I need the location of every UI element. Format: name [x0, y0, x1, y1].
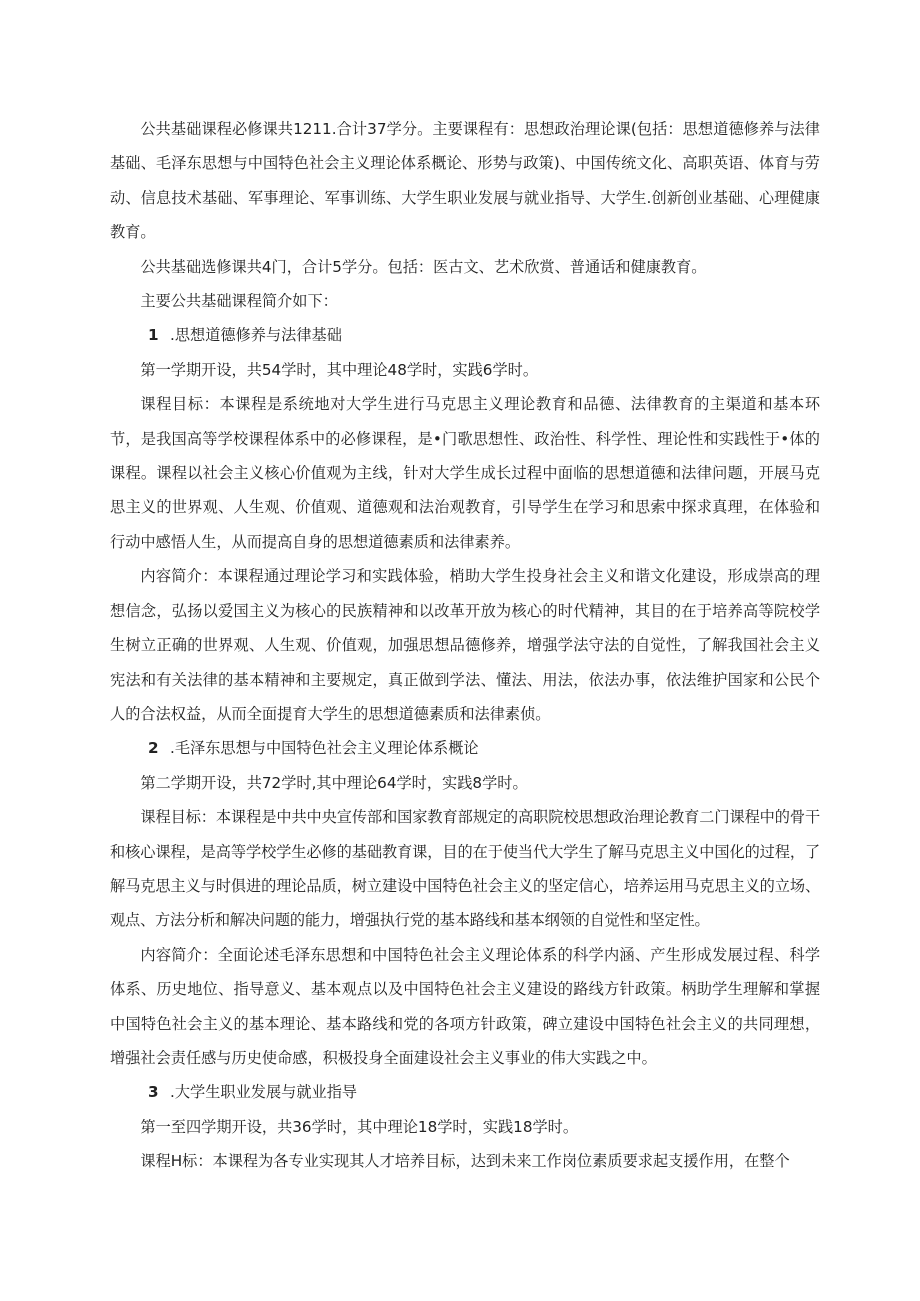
course-heading	[110, 1075, 820, 1109]
intro-paragraph: 主要公共基础课程简介如下：	[140, 292, 338, 311]
course-section-3	[110, 1075, 820, 1178]
course-goal: 课程H标：本课程为各专业实现其人才培养目标，达到未来工作岗位素质要求起支援作用，在整个	[140, 1152, 790, 1171]
course-hours: 第一至四学期开设，共36学时，其中理论18学时，实践18学时。	[140, 1117, 579, 1136]
course-number: 2	[148, 739, 159, 758]
course-heading	[110, 318, 820, 352]
course-section-1	[110, 318, 820, 731]
course-title: .大学生职业发展与就业指导	[170, 1083, 358, 1102]
course-goal: 课程目标：本课程是系统地对大学生进行马克思主义理论教育和品德、法律教育的主渠道和基本环节，是我国高等学校课程体系中的必修课程，是•门歌思想性、政治性、科学性、理论性和实践性于•体的课程。课程以社会主义核心价值观为主线，针对大学生成长过程中面临的思想道德和法律问题，开展马克思主义的世界观、人生观、价值观、道德观和法治观教育，引导学生在学习和思索中探求真理，在体验和行动中感悟人生，从而提高自身的思想道德素质和法律素养。	[110, 395, 820, 551]
required-courses-paragraph: 公共基础课程必修课共1211.合计37学分。主要课程有：思想政治理论课(包括：思想道德修养与法律基础、毛泽东思想与中国特色社会主义理论体系概论、形势与政策)、中国传统文化、高职英语、体育与劳动、信息技术基础、军事理论、军事训练、大学生职业发展与就业指导、大学生.创新创业基础、心理健康教育。	[110, 120, 820, 242]
course-title: .毛泽东思想与中国特色社会主义理论体系概论	[170, 739, 479, 758]
elective-courses-paragraph: 公共基础选修课共4门，合计5学分。包括：医古文、艺术欣赏、普通话和健康教育。	[140, 257, 707, 276]
course-number: 1	[148, 326, 159, 345]
document-page	[110, 112, 820, 1179]
course-hours: 第一学期开设，共54学时，其中理论48学时，实践6学时。	[140, 360, 539, 379]
course-heading	[110, 731, 820, 765]
course-section-2	[110, 731, 820, 1075]
course-hours: 第二学期开设，共72学时,其中理论64学时，实践8学时。	[140, 773, 528, 792]
course-title: .思想道德修养与法律基础	[170, 326, 342, 345]
course-content: 内容简介：全面论述毛泽东思想和中国特色社会主义理论体系的科学内涵、产生形成发展过程、科学体系、历史地位、指导意义、基本观点以及中国特色社会主义建设的路线方针政策。柄助学生理解和掌握中国特色社会主义的基本理论、基本路线和党的各项方针政策，碑立建设中国特色社会主义的共同理想，增强社会责任感与历史使命感，积极投身全面建设社会主义事业的伟大实践之中。	[110, 945, 820, 1067]
course-number: 3	[148, 1083, 159, 1102]
course-goal: 课程目标：本课程是中共中央宣传部和国家教育部规定的高职院校思想政治理论教育二门课程中的骨干和核心课程，是高等学校学生必修的基础教育课，目的在于使当代大学生了解马克思主义中国化的过程，了解马克思主义与时俱进的理论品质，树立建设中国特色社会主义的坚定信心，培养运用马克思主义的立场、观点、方法分析和解决问题的能力，增强执行党的基本路线和基本纲领的自觉性和坚定性。	[110, 808, 820, 930]
course-content: 内容简介：本课程通过理论学习和实践体验，梢助大学生投身社会主义和谐文化建设，形成崇高的理想信念，弘扬以爱国主义为核心的民族精神和以改革开放为核心的时代精神，其目的在于培养高等院校学生树立正确的世界观、人生观、价值观，加强思想品德修养，增强学法守法的自觉性，了解我国社会主义宪法和有关法律的基本精神和主要规定，真正做到学法、懂法、用法，依法办事，依法维护国家和公民个人的合法权益，从而全面提育大学生的思想道德素质和法律素侦。	[110, 567, 820, 723]
